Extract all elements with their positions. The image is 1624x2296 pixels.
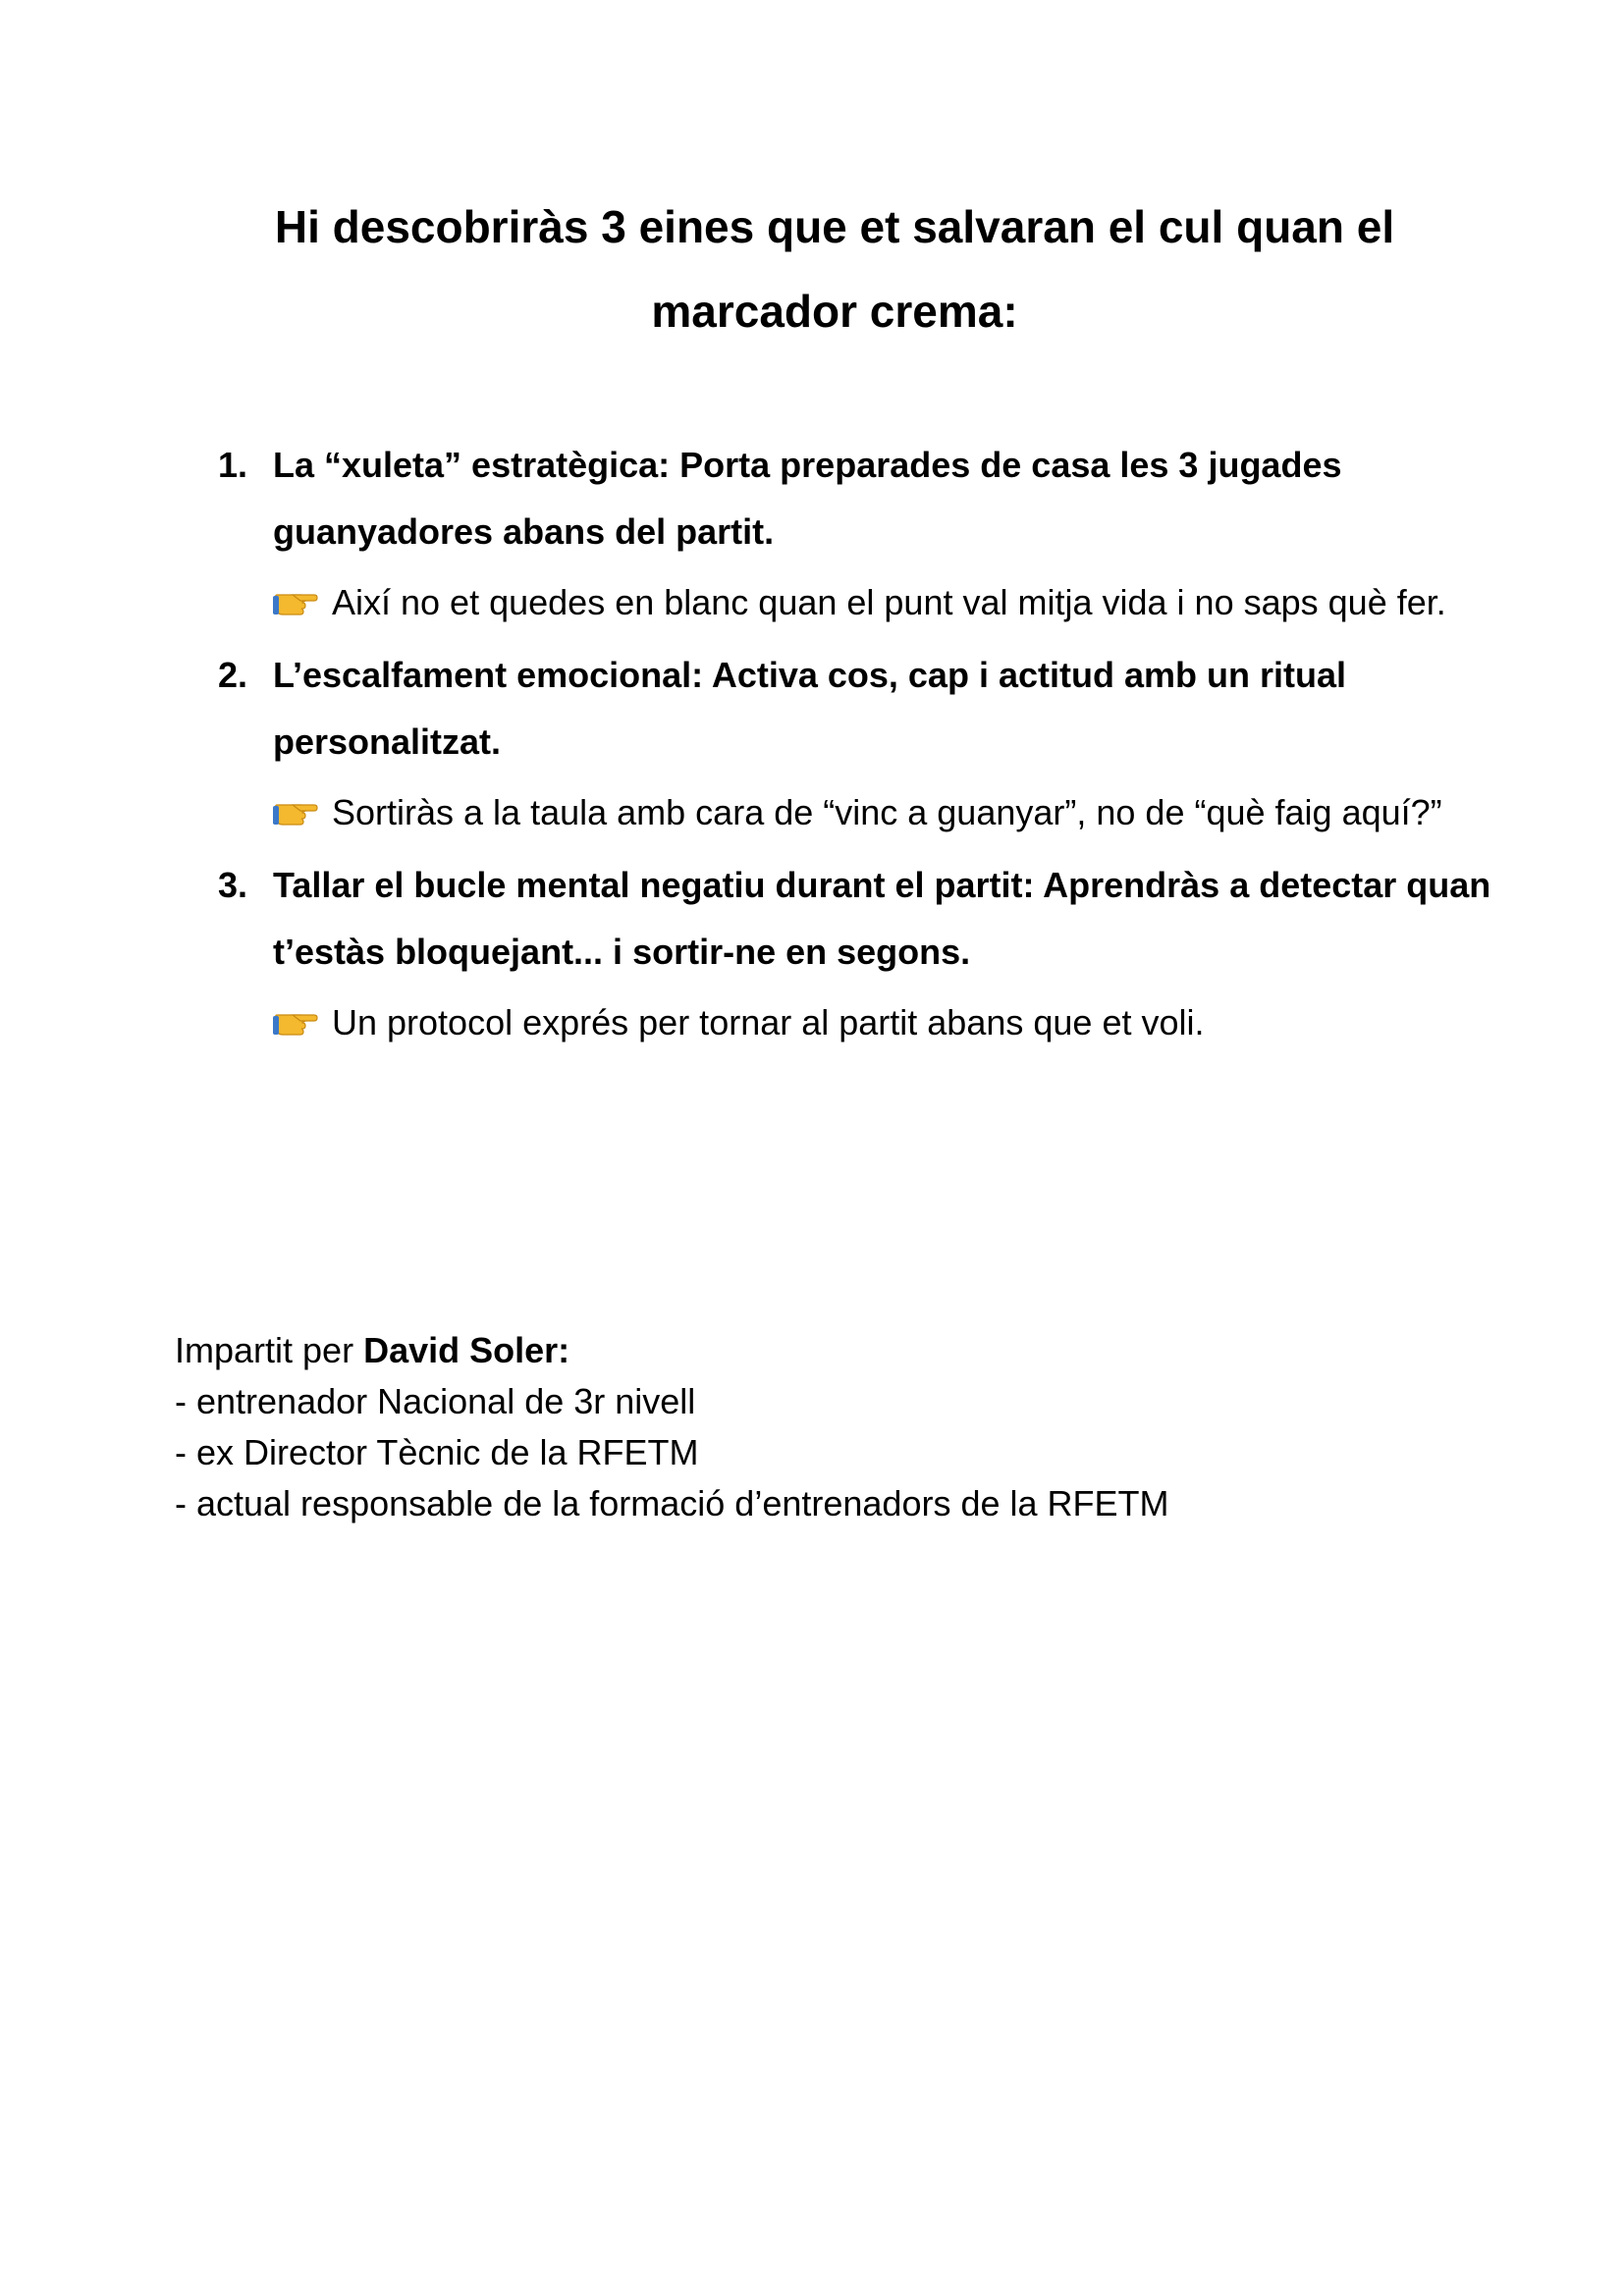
tool-item-3	[218, 852, 1494, 1058]
tool-tip	[273, 988, 1494, 1058]
instructor-credential: - actual responsable de la formació d’entrenadors de la RFETM	[175, 1483, 1169, 1523]
tool-number: 3.	[218, 865, 248, 905]
tool-heading: Tallar el bucle mental negatiu durant el partit: Aprendràs a detectar quan t’estàs bloquejant... i sortir-ne en segons.	[273, 865, 1491, 972]
tool-tip-text: Un protocol exprés per tornar al partit abans que et voli.	[332, 1002, 1205, 1042]
tools-list	[218, 432, 1494, 1058]
tool-heading: La “xuleta” estratègica: Porta preparades de casa les 3 jugades guanyadores abans del partit.	[273, 445, 1342, 552]
page-title: Hi descobriràs 3 eines que et salvaran el cul quan el marcador crema:	[274, 201, 1395, 337]
tool-tip	[273, 567, 1494, 638]
tool-tip-text: Sortiràs a la taula amb cara de “vinc a guanyar”, no de “què faig aquí?”	[332, 792, 1442, 832]
tool-number: 1.	[218, 445, 248, 485]
tool-item-2	[218, 642, 1494, 848]
pointing-hand-icon	[273, 791, 318, 830]
instructor-intro-line	[175, 1325, 1451, 1376]
pointing-hand-icon	[273, 581, 318, 620]
tool-item-1	[218, 432, 1494, 638]
pointing-hand-icon	[273, 1001, 318, 1041]
instructor-section	[175, 1325, 1451, 1529]
instructor-credential: - ex Director Tècnic de la RFETM	[175, 1432, 699, 1472]
tool-heading: L’escalfament emocional: Activa cos, cap i actitud amb un ritual personalitzat.	[273, 655, 1346, 762]
tool-tip-text: Així no et quedes en blanc quan el punt val mitja vida i no saps què fer.	[332, 582, 1446, 622]
instructor-name: David Soler:	[363, 1330, 570, 1370]
tool-number: 2.	[218, 655, 248, 695]
instructor-credential: - entrenador Nacional de 3r nivell	[175, 1381, 696, 1421]
instructor-intro: Impartit per	[175, 1330, 354, 1370]
tool-tip	[273, 777, 1494, 848]
